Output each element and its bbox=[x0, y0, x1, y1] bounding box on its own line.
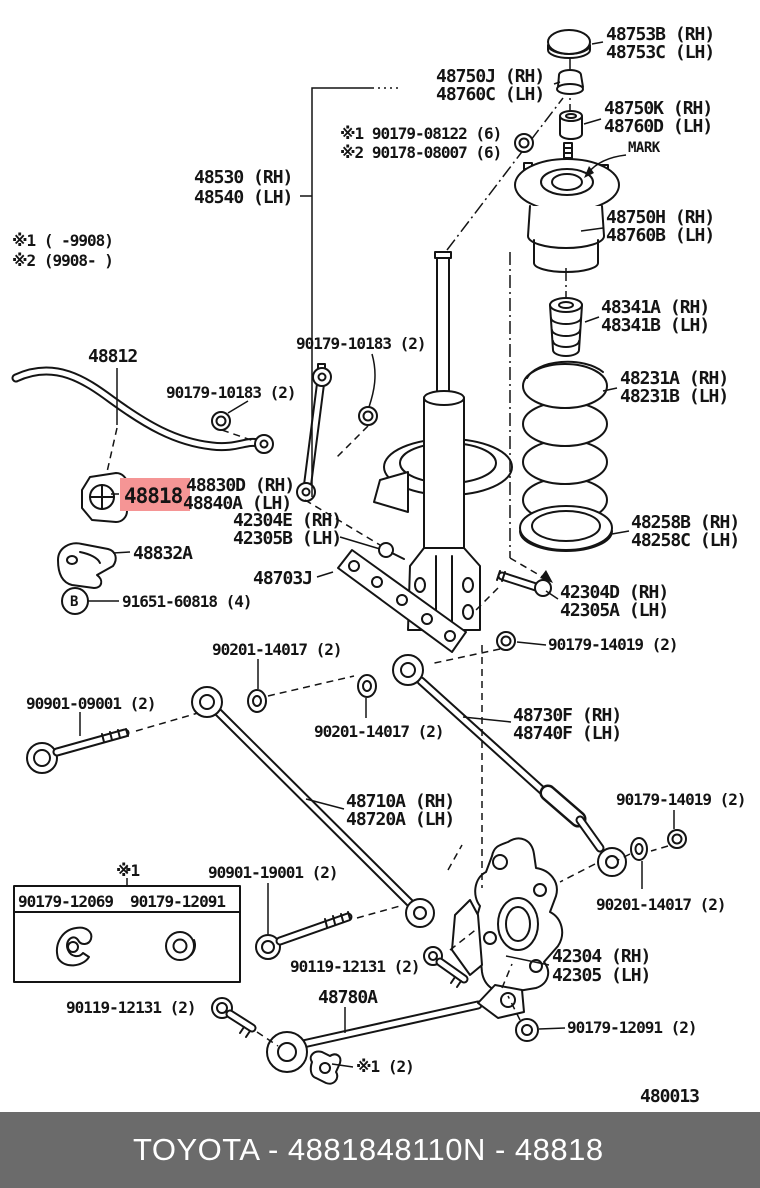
label-stabilizer-bar: 48812 bbox=[88, 346, 138, 367]
diagram-code: 480013 bbox=[640, 1086, 700, 1107]
label-nut-lower-rear: 90179-12091 (2) bbox=[567, 1018, 697, 1037]
label-strut-bolt-lower-lh: 42305A (LH) bbox=[560, 600, 669, 621]
stabilizer-link bbox=[297, 364, 331, 501]
footer-bar bbox=[0, 1112, 760, 1188]
washer-front bbox=[248, 690, 266, 712]
label-arm-bolt-front: 90901-09001 (2) bbox=[26, 694, 156, 713]
lower-arm-clamp bbox=[311, 1052, 341, 1084]
label-note1: ※1 ( -9908) bbox=[12, 231, 113, 250]
label-spring-seat-rh: 48258B (RH) bbox=[631, 512, 740, 533]
table-col1-header: 90179-12069 bbox=[18, 892, 113, 911]
support-bushing bbox=[560, 111, 582, 139]
arm-bolt-left-glyph bbox=[212, 998, 252, 1037]
arm-bolt-front bbox=[27, 729, 128, 773]
label-plate-washer: 48703J bbox=[253, 568, 313, 589]
support-nut bbox=[557, 70, 583, 94]
stabilizer-link-nuts bbox=[212, 407, 377, 430]
label-arm1-rh: 48710A (RH) bbox=[346, 791, 455, 812]
label-arm-bolt-center: 90119-12131 (2) bbox=[290, 957, 420, 976]
callout-b bbox=[62, 588, 88, 614]
shock-absorber bbox=[374, 252, 512, 630]
label-spring-seat-lh: 48258C (LH) bbox=[631, 530, 740, 551]
label-strut-bolt-upper-lh: 42305B (LH) bbox=[233, 528, 342, 549]
label-mount-nuts-2: ※2 90178-08007 (6) bbox=[340, 143, 502, 162]
label-link-lh: 48840A (LH) bbox=[183, 493, 292, 514]
label-bracket-bolt: 91651-60818 (4) bbox=[122, 592, 252, 611]
label-bump-stop-lh: 48341B (LH) bbox=[601, 315, 710, 336]
label-lower-arm: 48780A bbox=[318, 987, 378, 1008]
label-nut-strut-lower: 90179-14019 (2) bbox=[548, 635, 678, 654]
label-washer-rear: 90201-14017 (2) bbox=[596, 895, 726, 914]
label-cap-rh: 48753B (RH) bbox=[606, 24, 715, 45]
coil-spring bbox=[523, 362, 607, 522]
label-arm2-lh: 48740F (LH) bbox=[513, 723, 622, 744]
label-link-rh: 48830D (RH) bbox=[186, 475, 295, 496]
footer-part-number: TOYOTA - 4881848110 bbox=[133, 1132, 464, 1167]
label-support-bush-lh: 48760D (LH) bbox=[604, 116, 713, 137]
label-knuckle-lh: 42305 (LH) bbox=[552, 965, 651, 986]
label-mark: MARK bbox=[628, 140, 660, 156]
label-stab-bracket: 48832A bbox=[133, 543, 193, 564]
label-arm-bolt-left: 90119-12131 (2) bbox=[66, 998, 196, 1017]
nut-lower-rear-glyph bbox=[516, 1019, 538, 1041]
table-col2-header: 90179-12091 bbox=[130, 892, 225, 911]
suspension-support-cap bbox=[548, 30, 590, 58]
table-bushing-glyph bbox=[166, 932, 195, 960]
highlighted-part-number[interactable]: 48818 bbox=[124, 484, 183, 508]
label-strut-bolt-upper-rh: 42304E (RH) bbox=[233, 510, 342, 531]
label-shock-lh: 48540 (LH) bbox=[194, 187, 293, 208]
mount-nut-glyph bbox=[515, 134, 533, 152]
table-note: ※1 bbox=[116, 861, 140, 880]
label-support-nut-rh: 48750J (RH) bbox=[436, 66, 545, 87]
label-washer-front: 90201-14017 (2) bbox=[212, 640, 342, 659]
label-nut-rear-right: 90179-14019 (2) bbox=[616, 790, 746, 809]
label-spring-lh: 48231B (LH) bbox=[620, 386, 729, 407]
label-knuckle-rh: 42304 (RH) bbox=[552, 946, 651, 967]
washer-mid bbox=[358, 675, 376, 697]
label-support-bush-rh: 48750K (RH) bbox=[604, 98, 713, 119]
label-link-nut-upper: 90179-10183 (2) bbox=[296, 334, 426, 353]
label-note2: ※2 (9908- ) bbox=[12, 251, 113, 270]
washer-rear bbox=[631, 838, 647, 860]
toe-adjust-bolt bbox=[256, 912, 350, 959]
stabilizer-bracket bbox=[58, 543, 116, 590]
footer-part-ref: N - 48818 bbox=[463, 1132, 604, 1167]
label-support-lh: 48760B (LH) bbox=[606, 225, 715, 246]
label-spring-rh: 48231A (RH) bbox=[620, 368, 729, 389]
nut-rear-right bbox=[668, 830, 686, 848]
bump-stop bbox=[550, 298, 582, 356]
label-cap-lh: 48753C (LH) bbox=[606, 42, 715, 63]
highlighted-part[interactable] bbox=[120, 478, 190, 511]
label-note1-qty: ※1 (2) bbox=[356, 1057, 414, 1076]
label-support-rh: 48750H (RH) bbox=[606, 207, 715, 228]
label-link-nut-lower: 90179-10183 (2) bbox=[166, 383, 296, 402]
label-mount-nuts-1: ※1 90179-08122 (6) bbox=[340, 124, 502, 143]
footnote-table bbox=[14, 861, 240, 982]
spring-lower-seat bbox=[520, 506, 612, 551]
label-bump-stop-rh: 48341A (RH) bbox=[601, 297, 710, 318]
label-support-nut-lh: 48760C (LH) bbox=[436, 84, 545, 105]
label-arm2-rh: 48730F (RH) bbox=[513, 705, 622, 726]
label-strut-bolt-lower-rh: 42304D (RH) bbox=[560, 582, 669, 603]
suspension-support-assembly bbox=[515, 143, 619, 272]
label-toe-bolt: 90901-19001 (2) bbox=[208, 863, 338, 882]
callout-b-letter: B bbox=[70, 594, 78, 610]
label-shock-rh: 48530 (RH) bbox=[194, 167, 293, 188]
label-arm1-lh: 48720A (LH) bbox=[346, 809, 455, 830]
nut-strut-lower bbox=[497, 632, 515, 650]
label-washer-mid: 90201-14017 (2) bbox=[314, 722, 444, 741]
rear-axle-carrier bbox=[452, 838, 562, 992]
strut-bolt-upper bbox=[379, 543, 404, 559]
